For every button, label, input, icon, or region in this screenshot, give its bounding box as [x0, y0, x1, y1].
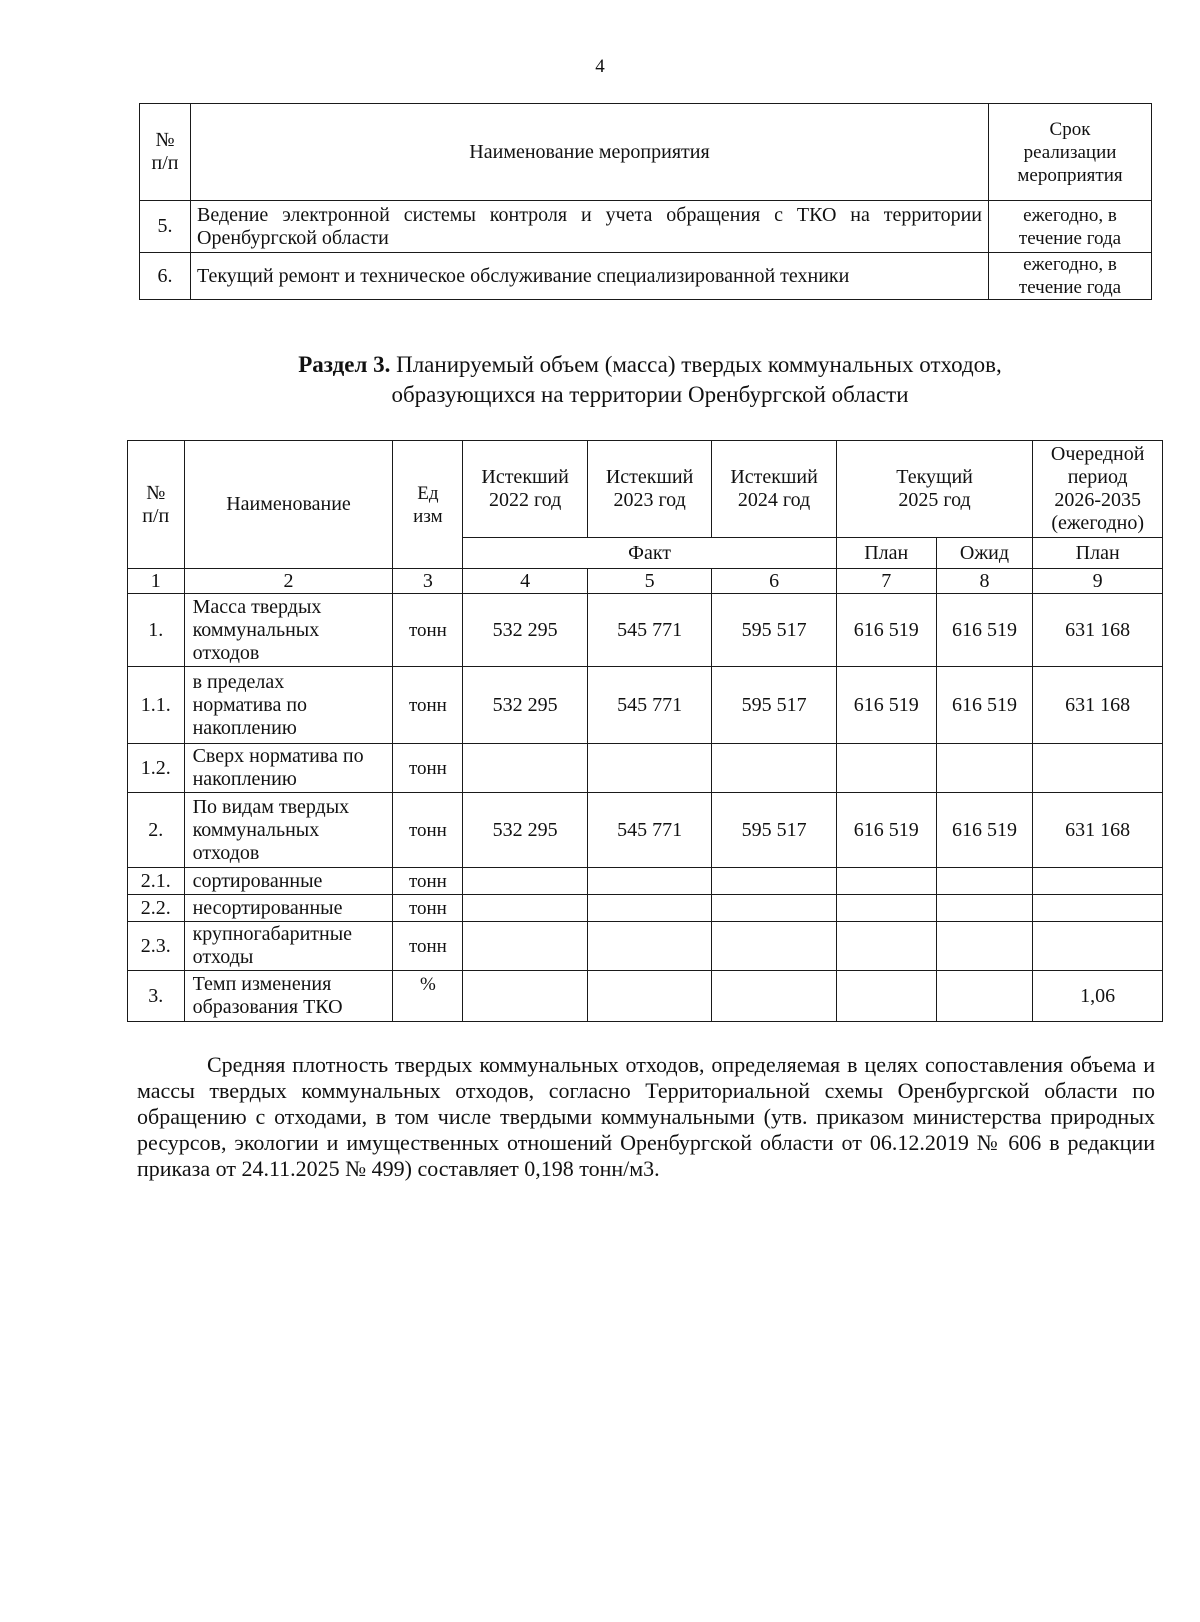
column-index: 3 [393, 569, 463, 594]
row-name-line: образования ТКО [192, 996, 343, 1018]
header-fact: Факт [463, 538, 836, 569]
row-name-line: Масса твердых [192, 595, 322, 618]
table-row [128, 793, 1163, 868]
measures-table-header [140, 104, 1152, 201]
row-num: 2.1. [128, 868, 185, 895]
cell-plan-2025 [836, 922, 936, 971]
column-index: 8 [936, 569, 1033, 594]
column-index: 1 [128, 569, 185, 594]
header-num [140, 104, 191, 201]
waste-volume-table [127, 440, 1163, 1022]
cell-next: 631 168 [1033, 594, 1163, 667]
cell-2024 [712, 971, 836, 1022]
cell-plan-2025 [836, 895, 936, 922]
row-term [989, 253, 1152, 300]
cell-2024: 595 517 [712, 667, 836, 744]
header-term [989, 104, 1152, 201]
cell-expected-2025: 616 519 [936, 594, 1033, 667]
header-num-line: п/п [142, 504, 170, 527]
row-num: 1.2. [128, 744, 185, 793]
cell-plan-2025 [836, 868, 936, 895]
cell-2023: 545 771 [587, 793, 711, 868]
header-plan-next: План [1033, 538, 1163, 569]
section-title-text: Планируемый объем (масса) твердых коммунальных отходов, [390, 352, 1002, 377]
row-term [989, 201, 1152, 253]
row-unit: тонн [393, 793, 463, 868]
header-unit-line: Ед [417, 482, 439, 504]
cell-next: 631 168 [1033, 793, 1163, 868]
cell-2022 [463, 895, 587, 922]
row-term-line: течение года [1018, 227, 1122, 249]
table-row [128, 895, 1163, 922]
header-name: Наименование [184, 441, 393, 569]
row-num: 1.1. [128, 667, 185, 744]
cell-2023 [587, 895, 711, 922]
header-2022 [463, 441, 587, 538]
row-name [184, 744, 393, 793]
page-number: 4 [595, 56, 605, 77]
header-2023-line: 2023 год [613, 489, 686, 511]
row-name-line: накоплению [192, 716, 297, 739]
header-name: Наименование мероприятия [191, 104, 989, 201]
row-name-line: отходов [192, 641, 260, 664]
row-num: 2.3. [128, 922, 185, 971]
row-num: 2.2. [128, 895, 185, 922]
row-name [184, 922, 393, 971]
header-next-line: (ежегодно) [1051, 512, 1144, 534]
header-plan: План [836, 538, 936, 569]
cell-2024: 595 517 [712, 594, 836, 667]
table-row [128, 667, 1163, 744]
cell-2023 [587, 971, 711, 1022]
row-name-line: Темп изменения [192, 973, 332, 995]
column-index: 6 [712, 569, 836, 594]
cell-next [1033, 744, 1163, 793]
cell-plan-2025: 616 519 [836, 594, 936, 667]
row-unit: тонн [393, 895, 463, 922]
cell-2023 [587, 922, 711, 971]
header-next-line: Очередной [1050, 443, 1145, 465]
section-title-line2: образующихся на территории Оренбургской области [391, 382, 909, 407]
header-next-line: 2026-2035 [1054, 489, 1141, 511]
header-2024-line: 2024 год [737, 489, 811, 511]
section-title [0, 350, 1200, 410]
cell-plan-2025 [836, 744, 936, 793]
row-term-line: ежегодно, в [1023, 204, 1117, 226]
cell-next [1033, 868, 1163, 895]
cell-2022: 532 295 [463, 594, 587, 667]
header-2023 [587, 441, 711, 538]
column-index: 2 [184, 569, 393, 594]
header-2024-line: Истекший [730, 466, 818, 488]
cell-2024 [712, 922, 836, 971]
cell-next [1033, 922, 1163, 971]
table-row [128, 971, 1163, 1022]
cell-expected-2025 [936, 895, 1033, 922]
row-name-line: отходы [192, 946, 254, 968]
cell-2023 [587, 868, 711, 895]
row-num: 1. [128, 594, 185, 667]
header-current-line: Текущий [896, 466, 973, 488]
row-num: 2. [128, 793, 185, 868]
table-row [128, 594, 1163, 667]
cell-next [1033, 895, 1163, 922]
row-name-line: По видам твердых [192, 795, 350, 818]
header-next-line: период [1067, 466, 1128, 488]
header-num-line: № [146, 481, 166, 504]
column-index-row [128, 569, 1163, 594]
cell-2023: 545 771 [587, 594, 711, 667]
row-unit: тонн [393, 868, 463, 895]
cell-2022 [463, 922, 587, 971]
header-unit-line: изм [413, 505, 443, 527]
header-2024 [712, 441, 836, 538]
row-num: 5. [140, 201, 191, 253]
cell-expected-2025 [936, 922, 1033, 971]
column-index: 4 [463, 569, 587, 594]
row-unit: тонн [393, 594, 463, 667]
row-name: несортированные [184, 895, 393, 922]
row-term-line: течение года [1018, 277, 1122, 298]
table-row [128, 922, 1163, 971]
row-name-line: Сверх норматива по [192, 745, 364, 767]
header-2022-line: Истекший [481, 466, 569, 488]
header-unit [393, 441, 463, 569]
header-num-line: № [155, 129, 175, 151]
row-unit: % [393, 971, 463, 1022]
table-header-row [128, 441, 1163, 538]
header-num [128, 441, 185, 569]
header-num-line: п/п [151, 152, 179, 174]
row-name [184, 594, 393, 667]
table-row [140, 253, 1152, 300]
cell-2022: 532 295 [463, 667, 587, 744]
header-next [1033, 441, 1163, 538]
cell-2022 [463, 971, 587, 1022]
table-row [140, 201, 1152, 253]
cell-expected-2025 [936, 744, 1033, 793]
cell-expected-2025: 616 519 [936, 667, 1033, 744]
table-row [128, 868, 1163, 895]
row-name: Текущий ремонт и техническое обслуживание специализированной техники [191, 253, 989, 300]
header-term-line: мероприятия [1017, 164, 1123, 186]
cell-2022: 532 295 [463, 793, 587, 868]
row-name: Ведение электронной системы контроля и учета обращения с ТКО на территории Оренбургской области [191, 201, 989, 253]
cell-expected-2025: 616 519 [936, 793, 1033, 868]
cell-2024 [712, 868, 836, 895]
section-label: Раздел 3. [298, 352, 391, 377]
row-name-line: коммунальных [192, 618, 320, 641]
row-name [184, 971, 393, 1022]
row-name-line: отходов [192, 841, 260, 864]
row-name-line: коммунальных [192, 818, 320, 841]
row-num: 6. [140, 253, 191, 300]
cell-expected-2025 [936, 971, 1033, 1022]
cell-2022 [463, 744, 587, 793]
cell-next: 1,06 [1033, 971, 1163, 1022]
cell-2023 [587, 744, 711, 793]
row-name [184, 667, 393, 744]
header-term-line: Срок [1049, 118, 1091, 140]
column-index: 5 [587, 569, 711, 594]
header-2023-line: Истекший [605, 466, 694, 488]
density-paragraph: Средняя плотность твердых коммунальных отходов, определяемая в целях сопоставления объема и массы твердых коммунальных отходов, согласно Территориальной схемы Оренбургской области по обращению с отходами, в том числе твердыми коммунальными (утв. приказом министерства природных ресурсов, экологии и имущественных отношений Оренбургской области от 06.12.2019 № 606 в редакции приказа от 24.11.2025 № 499) составляет 0,198 тонн/м3. [137, 1052, 1155, 1181]
row-name-line: в пределах [192, 670, 285, 693]
row-num: 3. [128, 971, 185, 1022]
row-term-line: ежегодно, в [1023, 254, 1117, 275]
row-name-line: норматива по [192, 693, 308, 716]
cell-2024 [712, 895, 836, 922]
section-title-line1 [0, 350, 1200, 380]
header-term-line: реализации [1023, 141, 1117, 163]
row-name [184, 793, 393, 868]
table-row [128, 744, 1163, 793]
cell-plan-2025: 616 519 [836, 667, 936, 744]
row-name: сортированные [184, 868, 393, 895]
row-unit: тонн [393, 744, 463, 793]
cell-2024 [712, 744, 836, 793]
row-name-line: накоплению [192, 768, 297, 790]
cell-expected-2025 [936, 868, 1033, 895]
column-index: 7 [836, 569, 936, 594]
header-2022-line: 2022 год [488, 489, 562, 511]
cell-plan-2025: 616 519 [836, 793, 936, 868]
row-unit: тонн [393, 667, 463, 744]
cell-2022 [463, 868, 587, 895]
header-current [836, 441, 1033, 538]
header-expected: Ожид [936, 538, 1033, 569]
column-index: 9 [1033, 569, 1163, 594]
cell-plan-2025 [836, 971, 936, 1022]
row-name-line: крупногабаритные [192, 923, 353, 945]
cell-2024: 595 517 [712, 793, 836, 868]
row-unit: тонн [393, 922, 463, 971]
measures-table [139, 103, 1152, 300]
cell-2023: 545 771 [587, 667, 711, 744]
cell-next: 631 168 [1033, 667, 1163, 744]
header-current-line: 2025 год [898, 489, 971, 511]
